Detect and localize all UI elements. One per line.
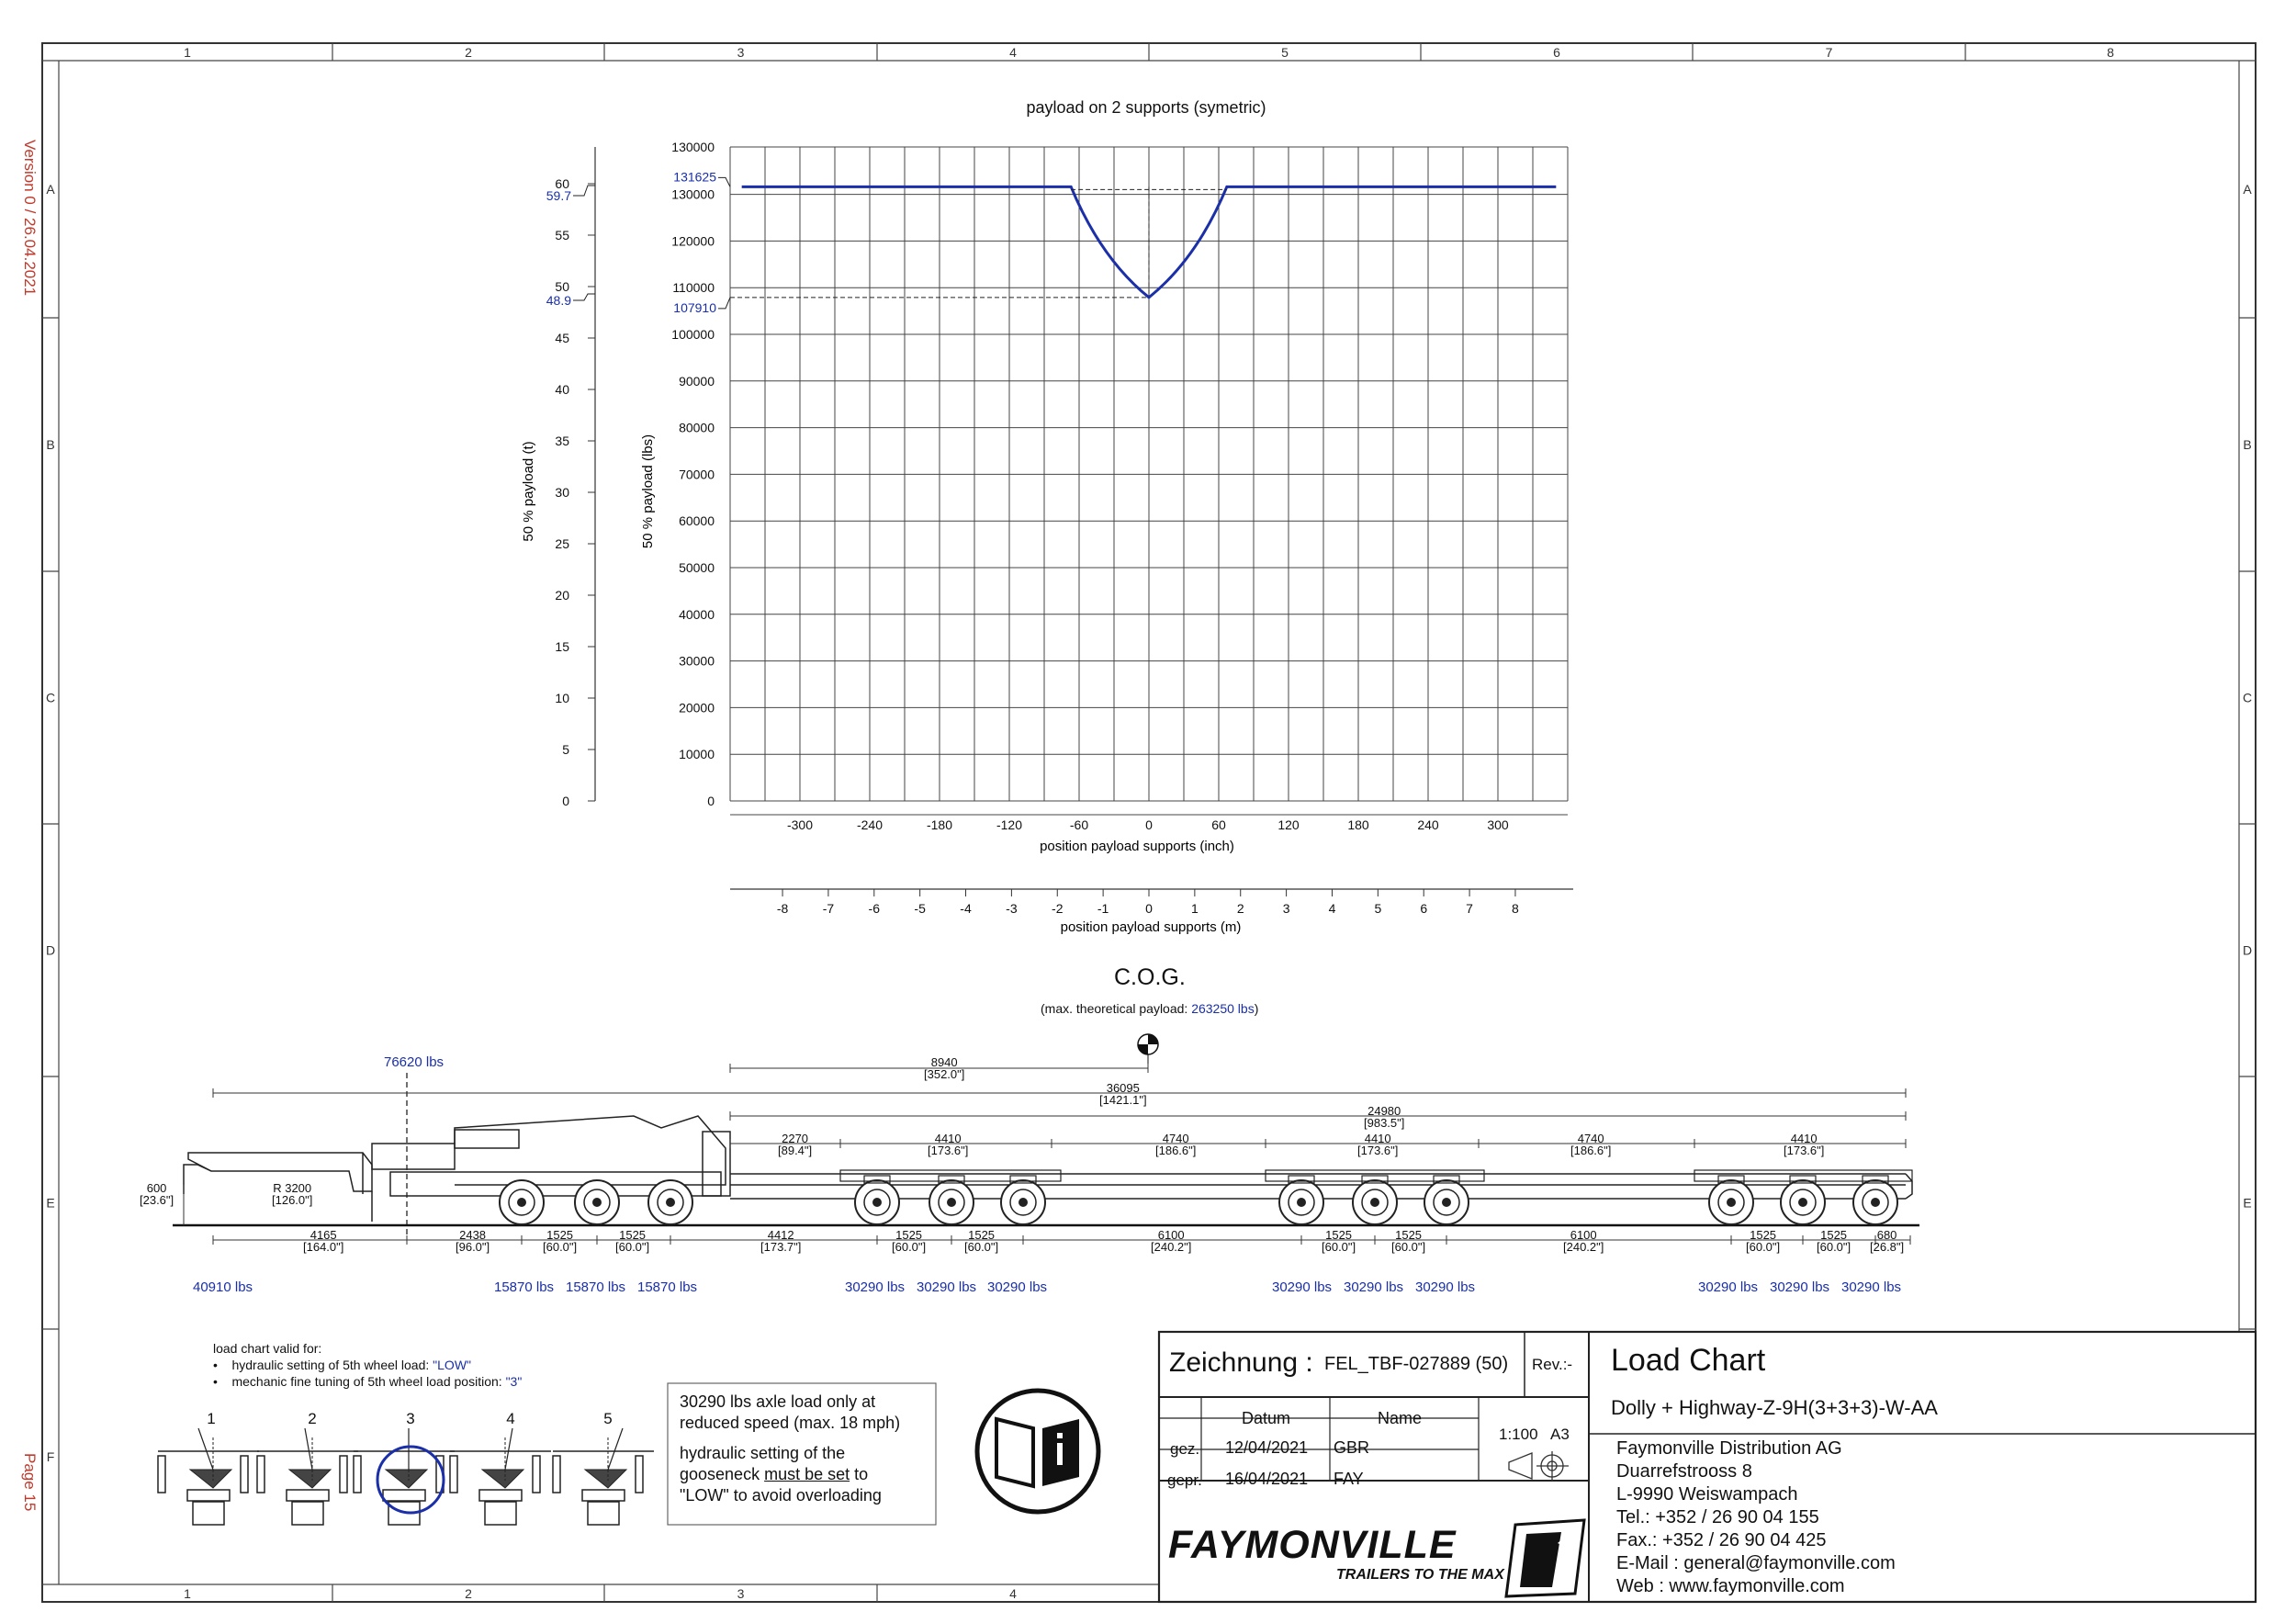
zeichnung-label: Zeichnung :	[1169, 1347, 1313, 1378]
x-tick-label-m: -7	[822, 901, 835, 916]
bullet1-value: "LOW"	[433, 1358, 472, 1372]
chart-title: payload on 2 supports (symetric)	[1026, 98, 1266, 117]
drawing-subtitle: Dolly + Highway-Z-9H(3+3+3)-W-AA	[1611, 1396, 1938, 1419]
dim-2270-mm: 2270	[782, 1132, 809, 1145]
gepr-date: 16/04/2021	[1225, 1470, 1309, 1488]
warning-line-4b: must be set	[764, 1465, 850, 1483]
company-tel: Tel.: +352 / 26 90 04 155	[1616, 1507, 1819, 1527]
column-label: 7	[1825, 45, 1833, 60]
row-label: A	[46, 182, 55, 197]
dim-4410-c-mm: 4410	[1790, 1132, 1818, 1145]
dim-1525-g2a-in: [60.0"]	[1322, 1240, 1356, 1254]
scale: 1:100	[1499, 1426, 1538, 1443]
dim-4410-a-mm: 4410	[934, 1132, 962, 1145]
company-name: Faymonville Distribution AG	[1616, 1438, 1842, 1459]
y-tick-label-t: 50	[555, 278, 569, 294]
y-tick-label-lbs: 80000	[679, 420, 715, 435]
brand-tagline: TRAILERS TO THE MAX	[1336, 1567, 1504, 1583]
x-tick-label-inch: -240	[856, 817, 884, 832]
axle-load-dolly-2: 15870 lbs	[566, 1279, 626, 1295]
axle-load-g1-2: 30290 lbs	[917, 1279, 977, 1295]
y-tick-label-t: 25	[555, 535, 569, 551]
dim-680-mm: 680	[1876, 1228, 1897, 1242]
x-tick-label-m: 5	[1374, 901, 1382, 916]
y-tick-label-lbs: 30000	[679, 653, 715, 669]
axle-load-g2-1: 30290 lbs	[1272, 1279, 1333, 1295]
valid-for-label: load chart valid for:	[213, 1341, 322, 1356]
dim-4410-b-in: [173.6"]	[1357, 1144, 1399, 1157]
dim-4412-in: [173.7"]	[760, 1240, 802, 1254]
dim-36095-in: [1421.1"]	[1099, 1093, 1147, 1107]
dim-4740-a-mm: 4740	[1162, 1132, 1189, 1145]
x-tick-label-m: -4	[960, 901, 972, 916]
y-tick-label-t: 20	[555, 587, 569, 603]
warning-line-2: reduced speed (max. 18 mph)	[680, 1414, 901, 1432]
x-tick-label-m: 0	[1145, 901, 1153, 916]
company-city: L-9990 Weiswampach	[1616, 1484, 1798, 1505]
y-tick-label-t: 0	[562, 794, 569, 808]
y-tick-label-lbs: 130000	[671, 186, 715, 202]
y-tick-label-lbs: 20000	[679, 700, 715, 716]
gez-label: gez.	[1170, 1440, 1200, 1458]
name-header: Name	[1378, 1409, 1423, 1427]
max-value-label: 131625	[673, 169, 716, 185]
column-label: 3	[737, 1586, 745, 1601]
dim-1525-g1b-mm: 1525	[968, 1228, 996, 1242]
dim-2438-mm: 2438	[459, 1228, 487, 1242]
cog-subtitle-suffix: )	[1254, 1001, 1259, 1016]
gez-name: GBR	[1334, 1438, 1370, 1457]
axle-load-front: 40910 lbs	[193, 1279, 253, 1295]
x-tick-label-m: -1	[1097, 901, 1109, 916]
dim-1525-g3a-mm: 1525	[1750, 1228, 1777, 1242]
dim-8940-in: [352.0"]	[924, 1067, 965, 1081]
x-tick-label-inch: -300	[786, 817, 814, 832]
gez-date: 12/04/2021	[1225, 1438, 1309, 1457]
position-label: 4	[506, 1410, 515, 1427]
gepr-name: FAY	[1334, 1470, 1364, 1488]
x-tick-label-m: 6	[1420, 901, 1428, 916]
row-label: F	[46, 1449, 55, 1464]
x-tick-label-m: 8	[1512, 901, 1519, 916]
y-tick-label-t: 55	[555, 227, 569, 242]
dim-4410-b-mm: 4410	[1364, 1132, 1391, 1145]
y-tick-label-lbs: 0	[707, 794, 715, 808]
column-label: 2	[465, 45, 472, 60]
axle-load-g3-1: 30290 lbs	[1698, 1279, 1759, 1295]
dim-1525-g1a-mm: 1525	[895, 1228, 923, 1242]
datum-header: Datum	[1242, 1409, 1291, 1427]
x-axis-label-inch: position payload supports (inch)	[1040, 839, 1234, 854]
dim-680-in: [26.8"]	[1870, 1240, 1905, 1254]
validity-bullet-1: • hydraulic setting of 5th wheel load: "LOW"	[213, 1358, 472, 1372]
x-tick-label-inch: 0	[1145, 817, 1153, 832]
cog-title: C.O.G.	[1114, 964, 1186, 990]
company-email: E-Mail : general@faymonville.com	[1616, 1553, 1896, 1573]
y-tick-label-t: 45	[555, 330, 569, 345]
drawing-number: FEL_TBF-027889 (50)	[1324, 1354, 1509, 1374]
y-tick-label-t: 35	[555, 433, 569, 448]
row-label: D	[2242, 942, 2253, 958]
x-tick-label-m: -5	[914, 901, 926, 916]
dim-600-mm: 600	[146, 1181, 167, 1195]
dim-4165-mm: 4165	[310, 1228, 337, 1242]
dim-r3200-mm: R 3200	[273, 1181, 312, 1195]
column-label: 2	[465, 1586, 472, 1601]
column-label: 1	[184, 45, 191, 60]
column-label: 6	[1553, 45, 1560, 60]
axle-load-dolly-1: 15870 lbs	[494, 1279, 555, 1295]
y-tick-label-lbs: 40000	[679, 606, 715, 622]
dim-6100-a-mm: 6100	[1157, 1228, 1185, 1242]
column-label: 3	[737, 45, 745, 60]
y-tick-label-lbs: 70000	[679, 467, 715, 482]
column-label: 1	[184, 1586, 191, 1601]
dim-4165-in: [164.0"]	[303, 1240, 344, 1254]
dim-6100-b-in: [240.2"]	[1563, 1240, 1604, 1254]
x-tick-label-m: 3	[1282, 901, 1290, 916]
dim-4740-b-in: [186.6"]	[1570, 1144, 1612, 1157]
y-tick-label-t: 30	[555, 484, 569, 500]
dim-24980-in: [983.5"]	[1364, 1116, 1405, 1130]
x-tick-label-m: 4	[1328, 901, 1336, 916]
y-tick-label-lbs: 110000	[672, 280, 715, 296]
column-label: 5	[1281, 45, 1289, 60]
position-label: 3	[406, 1410, 415, 1427]
position-label: 1	[207, 1410, 216, 1427]
x-axis-label-m: position payload supports (m)	[1060, 919, 1242, 935]
x-tick-label-inch: 240	[1417, 817, 1439, 832]
page-note: Page 15	[21, 1453, 39, 1512]
position-label: 5	[603, 1410, 613, 1427]
dim-1525-g1a-in: [60.0"]	[892, 1240, 927, 1254]
dim-1525-d1-in: [60.0"]	[543, 1240, 578, 1254]
warning-line-4a: gooseneck	[680, 1465, 765, 1483]
y-tick-label-t: 60	[555, 175, 569, 191]
y-tick-label-t: 40	[555, 381, 569, 397]
company-street: Duarrefstrooss 8	[1616, 1461, 1752, 1482]
dim-1525-g3a-in: [60.0"]	[1746, 1240, 1781, 1254]
column-label: 8	[2107, 45, 2114, 60]
revision: Rev.:-	[1532, 1356, 1573, 1373]
cog-max-payload: 263250 lbs	[1191, 1001, 1255, 1016]
dim-4410-a-in: [173.6"]	[928, 1144, 969, 1157]
dim-4740-a-in: [186.6"]	[1155, 1144, 1197, 1157]
y-tick-label-lbs: 90000	[679, 373, 715, 389]
dim-1525-g2b-mm: 1525	[1395, 1228, 1423, 1242]
dim-1525-d2-in: [60.0"]	[615, 1240, 650, 1254]
dim-1525-d2-mm: 1525	[619, 1228, 647, 1242]
row-label: E	[46, 1195, 55, 1211]
x-tick-label-inch: -60	[1069, 817, 1089, 832]
axle-load-g1-3: 30290 lbs	[987, 1279, 1048, 1295]
max-t-label: 59.7	[546, 188, 571, 203]
drawing-title: Load Chart	[1611, 1343, 1766, 1378]
x-tick-label-inch: 60	[1211, 817, 1226, 832]
dim-4410-c-in: [173.6"]	[1784, 1144, 1825, 1157]
row-label: B	[2243, 437, 2252, 452]
row-label: C	[45, 690, 56, 705]
faymonville-logo-mark	[1506, 1520, 1584, 1596]
x-tick-label-m: 7	[1466, 901, 1473, 916]
x-tick-label-m: 2	[1236, 901, 1244, 916]
x-tick-label-m: -2	[1052, 901, 1064, 916]
row-label: B	[46, 437, 55, 452]
gooseneck-load: 76620 lbs	[384, 1054, 445, 1070]
dim-1525-g1b-in: [60.0"]	[964, 1240, 999, 1254]
dim-1525-g2a-mm: 1525	[1325, 1228, 1353, 1242]
warning-line-3: hydraulic setting of the	[680, 1444, 846, 1462]
y-axis-label-t: 50 % payload (t)	[521, 441, 536, 542]
gepr-label: gepr.	[1167, 1471, 1202, 1489]
projection-symbol	[1509, 1451, 1569, 1481]
y-tick-label-lbs: 130000	[671, 140, 715, 154]
x-tick-label-m: -3	[1006, 901, 1018, 916]
axle-load-g1-1: 30290 lbs	[845, 1279, 906, 1295]
x-tick-label-m: -6	[868, 901, 881, 916]
bullet2-value: "3"	[505, 1374, 523, 1389]
column-label: 4	[1009, 45, 1017, 60]
cog-subtitle-prefix: (max. theoretical payload:	[1041, 1001, 1192, 1016]
warning-line-5: "LOW" to avoid overloading	[680, 1486, 882, 1505]
warning-line-4c: to	[850, 1465, 869, 1483]
dim-6100-a-in: [240.2"]	[1151, 1240, 1192, 1254]
company-fax: Fax.: +352 / 26 90 04 425	[1616, 1530, 1827, 1550]
dim-24980-mm: 24980	[1367, 1104, 1401, 1118]
min-t-label: 48.9	[546, 293, 571, 308]
dim-600-in: [23.6"]	[140, 1193, 174, 1207]
dim-1525-g3b-mm: 1525	[1820, 1228, 1848, 1242]
dim-4412-mm: 4412	[767, 1228, 794, 1242]
x-tick-label-inch: 180	[1347, 817, 1369, 832]
y-axis-label-lbs: 50 % payload (lbs)	[640, 434, 656, 549]
dim-1525-g2b-in: [60.0"]	[1391, 1240, 1426, 1254]
x-tick-label-inch: 120	[1277, 817, 1300, 832]
axle-load-g3-2: 30290 lbs	[1770, 1279, 1830, 1295]
dim-r3200-in: [126.0"]	[272, 1193, 313, 1207]
row-label: C	[2242, 690, 2253, 705]
x-tick-label-inch: -180	[926, 817, 953, 832]
axle-load-g2-3: 30290 lbs	[1415, 1279, 1476, 1295]
dim-1525-g3b-in: [60.0"]	[1817, 1240, 1851, 1254]
y-tick-label-lbs: 120000	[671, 233, 715, 249]
dim-4740-b-mm: 4740	[1577, 1132, 1604, 1145]
y-tick-label-lbs: 100000	[671, 327, 715, 342]
x-tick-label-inch: -120	[996, 817, 1023, 832]
position-label: 2	[308, 1410, 317, 1427]
y-tick-label-lbs: 50000	[679, 560, 715, 575]
axle-load-g2-2: 30290 lbs	[1344, 1279, 1404, 1295]
row-label: A	[2243, 182, 2252, 197]
row-label: D	[45, 942, 56, 958]
y-tick-label-t: 10	[555, 690, 569, 705]
dim-8940-mm: 8940	[930, 1055, 958, 1069]
axle-load-g3-3: 30290 lbs	[1841, 1279, 1902, 1295]
y-tick-label-t: 15	[555, 638, 569, 654]
min-value-label: 107910	[673, 299, 716, 315]
y-tick-label-lbs: 10000	[679, 747, 715, 762]
dim-6100-b-mm: 6100	[1570, 1228, 1597, 1242]
dim-2270-in: [89.4"]	[778, 1144, 813, 1157]
validity-bullet-2: • mechanic fine tuning of 5th wheel load position: "3"	[213, 1374, 523, 1389]
axle-load-dolly-3: 15870 lbs	[637, 1279, 698, 1295]
paper-size: A3	[1550, 1426, 1570, 1443]
company-web: Web : www.faymonville.com	[1616, 1576, 1845, 1596]
row-label: E	[2243, 1195, 2252, 1211]
x-tick-label-m: 1	[1190, 901, 1199, 916]
column-label: 4	[1009, 1586, 1017, 1601]
dim-2438-in: [96.0"]	[456, 1240, 490, 1254]
x-tick-label-inch: 300	[1487, 817, 1509, 832]
x-tick-label-m: -8	[776, 901, 789, 916]
warning-line-1: 30290 lbs axle load only at	[680, 1392, 876, 1411]
dim-36095-mm: 36095	[1106, 1081, 1140, 1095]
y-tick-label-t: 5	[562, 741, 569, 757]
bullet2-text: mechanic fine tuning of 5th wheel load position:	[231, 1374, 506, 1389]
y-tick-label-lbs: 60000	[679, 513, 715, 529]
brand-name: FAYMONVILLE	[1168, 1523, 1457, 1567]
version-note: Version 0 / 26.04.2021	[21, 140, 39, 297]
bullet1-text: hydraulic setting of 5th wheel load:	[231, 1358, 433, 1372]
dim-1525-d1-mm: 1525	[546, 1228, 574, 1242]
